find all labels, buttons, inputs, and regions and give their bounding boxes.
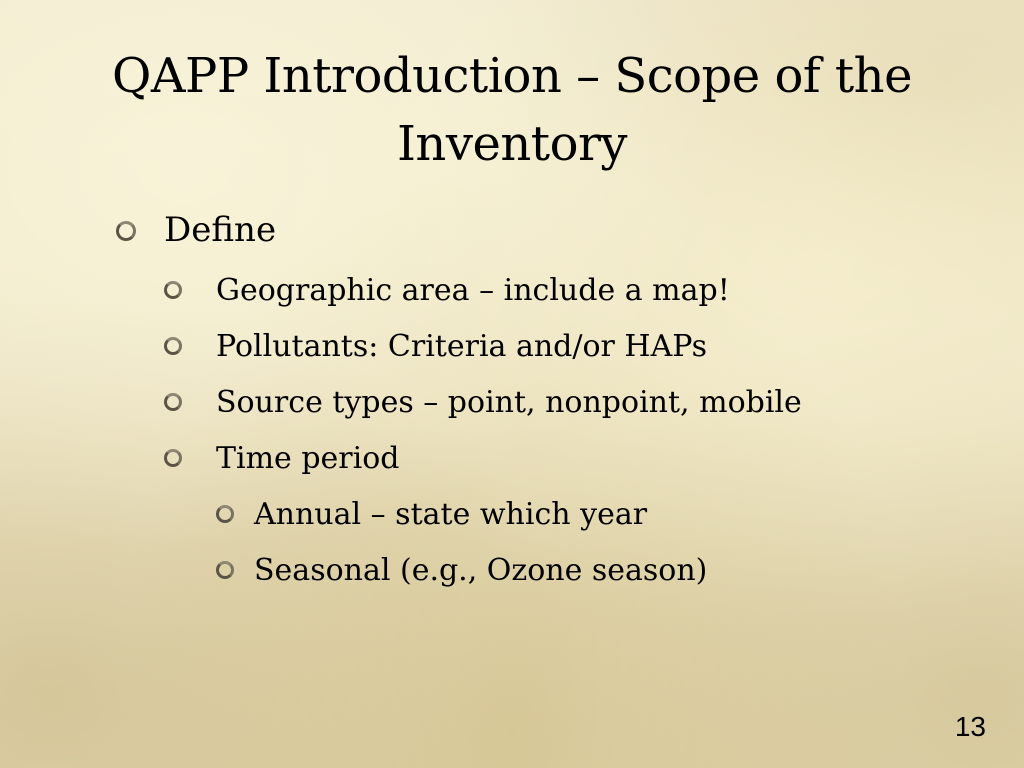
bullet-text: Time period [216,440,400,476]
bullet-item-source-types [216,380,802,424]
slide-number: 13 [954,711,986,742]
bullet-text: Geographic area – include a map! [216,272,730,308]
ring-bullet-icon [216,505,234,523]
ring-bullet-icon [164,337,182,355]
bullet-item-time-period [216,436,400,480]
ring-bullet-icon [116,221,136,241]
ring-bullet-icon [216,561,234,579]
bullet-text: Define [164,210,277,250]
ring-bullet-icon [164,449,182,467]
bullet-item-seasonal [254,548,707,592]
ring-bullet-icon [164,393,182,411]
bullet-text: Source types – point, nonpoint, mobile [216,384,802,420]
bullet-item-define [164,207,276,253]
bullet-item-annual [254,492,647,536]
slide-title: QAPP Introduction – Scope of the Inventory [112,48,912,172]
bullet-text: Pollutants: Criteria and/or HAPs [216,328,708,364]
bullet-text: Annual – state which year [254,496,648,532]
bullet-text: Seasonal (e.g., Ozone season) [254,552,708,588]
bullet-item-geographic-area [216,268,730,312]
ring-bullet-icon [164,281,182,299]
bullet-item-pollutants [216,324,707,368]
